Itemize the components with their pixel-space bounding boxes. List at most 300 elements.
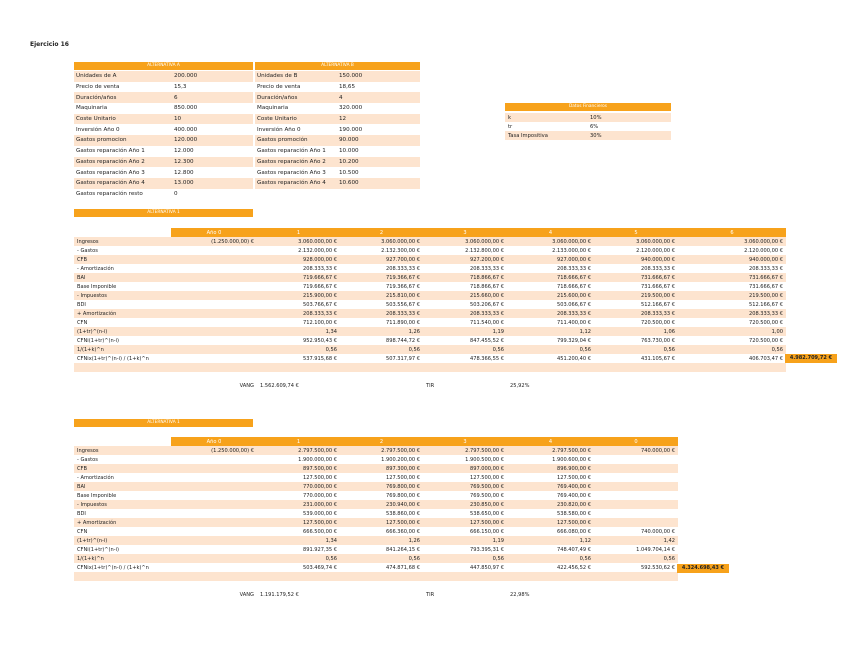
financial-header: Datos Financieros [505, 103, 671, 111]
table-b-row-label: - Impuestos [74, 500, 171, 509]
financial-value: 10% [587, 113, 671, 122]
table-b-header-cell: 1 [257, 437, 340, 446]
table-a-cell: 512.166,67 € [678, 300, 786, 309]
table-a-cell: 718.866,67 € [423, 273, 507, 282]
table-b-cell: 897.300,00 € [340, 464, 423, 473]
table-a-cell: 406.703,47 € [678, 354, 786, 363]
table-b-row-label: BAI [74, 482, 171, 491]
table-b-cell [594, 509, 678, 518]
alt-a-header: ALTERNATIVA A [74, 62, 253, 70]
table-a-cell: 731.666,67 € [678, 282, 786, 291]
table-b-cell: 127.500,00 € [257, 518, 340, 527]
table-b-cell: 841.264,15 € [340, 545, 423, 554]
table-b-cell: 769.500,00 € [423, 491, 507, 500]
table-b-cell: 891.927,35 € [257, 545, 340, 554]
table-a-row [74, 264, 786, 273]
table-a-cell [171, 264, 257, 273]
table-a-cell: 208.333,33 € [257, 309, 340, 318]
table-b-header-row [74, 437, 678, 446]
alt-b-row [255, 82, 420, 93]
table-b-cell: 1,42 [594, 536, 678, 545]
table-a-cell: 3.060.000,00 € [594, 237, 678, 246]
table-b-cell: 127.500,00 € [423, 518, 507, 527]
table-a-cell: 731.666,67 € [594, 273, 678, 282]
table-a-cell: 718.666,67 € [507, 273, 594, 282]
alt-a-label: Gastos promocion [74, 135, 172, 146]
table-a-blank-row [74, 372, 786, 381]
table-a-cell [171, 273, 257, 282]
table-b-row-label: CFNix(1+tr)^(n-i) / (1+k)^n [74, 563, 171, 572]
table-b-cell [171, 581, 257, 590]
cashflow-table-b [74, 437, 678, 599]
alt-b-value: 4 [337, 92, 420, 103]
table-a-cell: 208.333,33 € [340, 264, 423, 273]
table-b-highlight: 4.324.698,43 € [677, 564, 729, 573]
alt-b-label: Gastos promoción [255, 135, 337, 146]
table-a-row-label: Base Imponible [74, 282, 171, 291]
table-a-row-label: CFNi(1+tr)^(n-i) [74, 336, 171, 345]
table-a-row-label: CFN [74, 318, 171, 327]
alt-b-label: Duración/años [255, 92, 337, 103]
table-b-cell [594, 455, 678, 464]
alt-a-value: 12.800 [172, 167, 253, 178]
alt-a-row [74, 82, 253, 93]
table-a-cell: 215.660,00 € [423, 291, 507, 300]
table-a-cell: 0,56 [340, 345, 423, 354]
table-a-cell: 711.400,00 € [507, 318, 594, 327]
table-a-cell: 711.540,00 € [423, 318, 507, 327]
table-a-cell: 1,26 [340, 327, 423, 336]
table-a-cell [340, 363, 423, 372]
table-a-cell: 1,12 [507, 327, 594, 336]
table-b-cell: 230.940,00 € [340, 500, 423, 509]
alt-b-row [255, 178, 420, 189]
table-b-row [74, 491, 678, 500]
alt-b-label: Gastos reparación Año 3 [255, 167, 337, 178]
alt-b-value: 10.500 [337, 167, 420, 178]
table-b-row [74, 518, 678, 527]
alt-a-label: Gastos reparación resto [74, 189, 172, 200]
table-a-cell: 219.500,00 € [594, 291, 678, 300]
table-b-cell: 770.000,00 € [257, 482, 340, 491]
financial-row [505, 131, 671, 140]
table-a-cell [678, 381, 786, 390]
table-a-header-cell: Año 0 [171, 228, 257, 237]
table-b-cell: 1.049.704,14 € [594, 545, 678, 554]
table-a-row-label: Ingresos [74, 237, 171, 246]
alt-a-value: 0 [172, 189, 253, 200]
alt-b-label: Maquinaria [255, 103, 337, 114]
table-b-cell [171, 572, 257, 581]
table-b-cell: 474.871,68 € [340, 563, 423, 572]
table-b-row-label: Ingresos [74, 446, 171, 455]
table-b-cell [74, 581, 171, 590]
table-a-cell: 928.000,00 € [257, 255, 340, 264]
table-a-cell: 451.200,40 € [507, 354, 594, 363]
table-b-cell: 1,34 [257, 536, 340, 545]
table-a-cell: 507.317,97 € [340, 354, 423, 363]
table-a-cell: 215.600,00 € [507, 291, 594, 300]
table-b-row [74, 446, 678, 455]
table-a-cell [678, 372, 786, 381]
table-a-header-cell: 4 [507, 228, 594, 237]
table-b-cell [594, 581, 678, 590]
table-b-cell: 1.900.200,00 € [340, 455, 423, 464]
table-b-van-value: 1.191.179,52 € [257, 590, 340, 599]
table-a-cell: 2.132.300,00 € [340, 246, 423, 255]
table-b-cell [594, 500, 678, 509]
alt-a-label: Gastos reparación Año 1 [74, 146, 172, 157]
table-b-cell [171, 491, 257, 500]
table-b-row-label: CFB [74, 464, 171, 473]
table-a-cell: 720.500,00 € [678, 318, 786, 327]
alt-a-label: Gastos reparación Año 3 [74, 167, 172, 178]
alt-b-row [255, 92, 420, 103]
table-b-cell: 770.000,00 € [257, 491, 340, 500]
table-b-cell: 769.400,00 € [507, 491, 594, 500]
alt-a-label: Gastos reparación Año 4 [74, 178, 172, 189]
alt-a-value: 6 [172, 92, 253, 103]
table-b-cell: 748.407,49 € [507, 545, 594, 554]
table-b-cell: 503.469,74 € [257, 563, 340, 572]
alt-a-value: 850.000 [172, 103, 253, 114]
table-a-cell [507, 372, 594, 381]
table-b-cell [423, 581, 507, 590]
alt-a-row [74, 178, 253, 189]
table-b-cell [594, 473, 678, 482]
table-a-cell: 478.366,55 € [423, 354, 507, 363]
alt-b-value: 320.000 [337, 103, 420, 114]
table-b-cell [171, 509, 257, 518]
table-a-cell: 215.810,00 € [340, 291, 423, 300]
table-a-cell: 847.455,52 € [423, 336, 507, 345]
table-a-cell [594, 363, 678, 372]
table-a-row [74, 336, 786, 345]
alt-a-row [74, 189, 253, 200]
financial-value: 30% [587, 131, 671, 140]
alt-b-label: Precio de venta [255, 82, 337, 93]
table-a-cell [340, 372, 423, 381]
alt-b-value: 150.000 [337, 71, 420, 82]
table-a-cell: 3.060.000,00 € [340, 237, 423, 246]
table-b-header-cell: Año 0 [171, 437, 257, 446]
table-b-blank-row [74, 572, 678, 581]
table-a-cell: 719.366,67 € [340, 282, 423, 291]
table-a-row [74, 237, 786, 246]
table-b-cell [594, 464, 678, 473]
table-a-row-label: BDI [74, 300, 171, 309]
table-a-row-label: - Impuestos [74, 291, 171, 300]
table-a-cell [171, 354, 257, 363]
table-b-cell [594, 518, 678, 527]
alt-a-row [74, 135, 253, 146]
table-b-cell [171, 464, 257, 473]
table-b-van-label: VANG [171, 590, 257, 599]
table-a-cell: 927.000,00 € [507, 255, 594, 264]
table-b-cell: 230.850,00 € [423, 500, 507, 509]
table-a-cell [171, 255, 257, 264]
table-a-cell: 0,56 [423, 345, 507, 354]
table-b-summary-row [74, 590, 678, 599]
table-a-cell: 503.066,67 € [507, 300, 594, 309]
table-b-tir-label: TIR [423, 590, 507, 599]
alt-b-row [255, 135, 420, 146]
table-a-header-cell: 3 [423, 228, 507, 237]
alt-a-value: 15,3 [172, 82, 253, 93]
table-a-row [74, 345, 786, 354]
table-b-cell: 127.500,00 € [507, 518, 594, 527]
table-b-cell: 127.500,00 € [257, 473, 340, 482]
table-a-row [74, 300, 786, 309]
table-b-cell: 769.400,00 € [507, 482, 594, 491]
table-b-cell: 127.500,00 € [507, 473, 594, 482]
table-b-cell [340, 590, 423, 599]
table-a-cell: 2.133.000,00 € [507, 246, 594, 255]
table-b-tir-value: 22,98% [507, 590, 594, 599]
table-a-cell [594, 372, 678, 381]
table-a-row-label: BAI [74, 273, 171, 282]
table-b-cell: 666.360,00 € [340, 527, 423, 536]
alt-b-label: Gastos reparación Año 4 [255, 178, 337, 189]
alt-a-label: Coste Unitario [74, 114, 172, 125]
table-b-cell: 740.000,00 € [594, 446, 678, 455]
table-b-cell [171, 473, 257, 482]
table-a-cell: 927.200,00 € [423, 255, 507, 264]
table-a-cell [340, 381, 423, 390]
alt-a-value: 12.000 [172, 146, 253, 157]
alt-b-row [255, 103, 420, 114]
table-b-cell: 666.150,00 € [423, 527, 507, 536]
table-b-cell: (1.250.000,00) € [171, 446, 257, 455]
table-a-cell: 3.060.000,00 € [423, 237, 507, 246]
table-a-row [74, 318, 786, 327]
table-a-cell: 208.333,33 € [507, 264, 594, 273]
table-a-cell: 1,34 [257, 327, 340, 336]
table-a-cell: 0,56 [594, 345, 678, 354]
table-b-blank-row [74, 581, 678, 590]
table-a-cell: 208.333,33 € [678, 264, 786, 273]
table-b-cell [257, 581, 340, 590]
table-b-row-label: Base Imponible [74, 491, 171, 500]
table-a-row [74, 282, 786, 291]
table-b-cell [171, 536, 257, 545]
table-a-cell: 720.500,00 € [594, 318, 678, 327]
table-a-cell: 719.666,67 € [257, 273, 340, 282]
table-a-cell: 898.744,72 € [340, 336, 423, 345]
table-a-cell: 720.500,00 € [678, 336, 786, 345]
table-a-cell: 503.206,67 € [423, 300, 507, 309]
alt-a-label: Gastos reparación Año 2 [74, 157, 172, 168]
table-a-label: ALTERNATIVA 1 [74, 209, 253, 217]
table-a-cell: 208.333,33 € [257, 264, 340, 273]
table-b-cell: 127.500,00 € [340, 518, 423, 527]
table-b-cell: 1,12 [507, 536, 594, 545]
alt-b-label: Gastos reparación Año 2 [255, 157, 337, 168]
table-a-cell: 208.333,33 € [594, 264, 678, 273]
table-a-row-label: CFNix(1+tr)^(n-i) / (1+k)^n [74, 354, 171, 363]
table-a-cell [171, 300, 257, 309]
table-b-cell: 666.080,00 € [507, 527, 594, 536]
table-b-cell: 1,19 [423, 536, 507, 545]
alt-b-value: 10.600 [337, 178, 420, 189]
table-a-cell: 1,06 [594, 327, 678, 336]
table-a-cell [257, 372, 340, 381]
alt-a-label: Precio de venta [74, 82, 172, 93]
alt-a-row [74, 146, 253, 157]
alt-a-table [74, 71, 253, 199]
table-a-cell [507, 363, 594, 372]
table-b-cell [257, 572, 340, 581]
table-a-cell: 208.333,33 € [340, 309, 423, 318]
table-b-cell: 230.820,00 € [507, 500, 594, 509]
table-a-van-value: 1.562.609,74 € [257, 381, 340, 390]
table-b-header-cell: 0 [594, 437, 678, 446]
table-b-cell: 0,56 [423, 554, 507, 563]
table-a-row [74, 309, 786, 318]
table-b-cell [171, 545, 257, 554]
alt-b-value: 90.000 [337, 135, 420, 146]
table-b-row-label: CFN [74, 527, 171, 536]
table-a-cell: 0,56 [257, 345, 340, 354]
alt-b-value: 10.200 [337, 157, 420, 168]
table-a-cell: 731.666,67 € [678, 273, 786, 282]
table-b-cell [594, 572, 678, 581]
table-b-cell: 592.530,62 € [594, 563, 678, 572]
table-b-cell: 0,56 [507, 554, 594, 563]
table-b-cell: 231.000,00 € [257, 500, 340, 509]
alt-b-row [255, 71, 420, 82]
financial-row [505, 113, 671, 122]
table-a-cell: 215.900,00 € [257, 291, 340, 300]
alt-b-row [255, 124, 420, 135]
alt-a-row [74, 124, 253, 135]
table-a-row-label: - Amortización [74, 264, 171, 273]
table-b-cell [594, 482, 678, 491]
table-b-header-cell: 4 [507, 437, 594, 446]
table-a-row [74, 273, 786, 282]
table-a-cell [171, 309, 257, 318]
table-a-cell [74, 363, 171, 372]
table-a-row [74, 327, 786, 336]
table-b-cell: 0,56 [340, 554, 423, 563]
table-b-cell: 1,26 [340, 536, 423, 545]
table-a-cell: 927.700,00 € [340, 255, 423, 264]
table-a-cell: (1.250.000,00) € [171, 237, 257, 246]
table-a-cell: 712.100,00 € [257, 318, 340, 327]
table-a-cell [171, 318, 257, 327]
table-a-cell: 718.866,67 € [423, 282, 507, 291]
table-b-header-cell: 2 [340, 437, 423, 446]
table-b-cell: 769.800,00 € [340, 491, 423, 500]
table-a-cell [594, 381, 678, 390]
table-a-cell: 1,00 [678, 327, 786, 336]
table-b-row [74, 482, 678, 491]
table-a-cell [171, 327, 257, 336]
alt-b-row [255, 167, 420, 178]
table-b-row [74, 509, 678, 518]
alt-b-value: 10.000 [337, 146, 420, 157]
table-a-row-label: - Gastos [74, 246, 171, 255]
alt-a-row [74, 167, 253, 178]
table-b-cell [423, 572, 507, 581]
table-b-cell: 538.580,00 € [507, 509, 594, 518]
alt-b-value: 18,65 [337, 82, 420, 93]
table-b-row-label: - Gastos [74, 455, 171, 464]
table-b-cell [340, 581, 423, 590]
table-a-cell: 719.366,67 € [340, 273, 423, 282]
table-b-cell: 422.456,52 € [507, 563, 594, 572]
table-b-row-label: CFNi(1+tr)^(n-i) [74, 545, 171, 554]
table-b-cell [171, 554, 257, 563]
table-a-row-label: (1+tr)^(n-i) [74, 327, 171, 336]
alt-b-row [255, 114, 420, 125]
table-b-cell [594, 590, 678, 599]
cashflow-table-a [74, 228, 786, 390]
table-a-cell: 731.666,67 € [594, 282, 678, 291]
table-b-cell: 127.500,00 € [423, 473, 507, 482]
alt-a-label: Maquinaria [74, 103, 172, 114]
table-b-row-label: BDI [74, 509, 171, 518]
table-b-cell: 897.500,00 € [257, 464, 340, 473]
table-a-highlight: 4.982.709,72 € [785, 354, 837, 363]
alt-a-value: 13.000 [172, 178, 253, 189]
alt-a-value: 12.300 [172, 157, 253, 168]
table-b-cell: 538.650,00 € [423, 509, 507, 518]
table-a-cell [171, 336, 257, 345]
table-b-cell: 447.850,97 € [423, 563, 507, 572]
alt-a-label: Inversión Año 0 [74, 124, 172, 135]
table-b-cell: 769.800,00 € [340, 482, 423, 491]
table-a-row-label: CFB [74, 255, 171, 264]
financial-value: 6% [587, 122, 671, 131]
table-b-row [74, 527, 678, 536]
table-a-row [74, 354, 786, 363]
financial-table [505, 113, 671, 140]
table-a-cell: 512.166,67 € [594, 300, 678, 309]
alt-a-row [74, 157, 253, 168]
table-b-cell: 740.000,00 € [594, 527, 678, 536]
table-b-cell: 0,56 [257, 554, 340, 563]
table-a-cell [74, 372, 171, 381]
table-a-tir-value: 25,92% [507, 381, 594, 390]
table-a-cell [423, 372, 507, 381]
alt-b-label: Gastos reparación Año 1 [255, 146, 337, 157]
table-b-cell [74, 590, 171, 599]
table-a-summary-row [74, 381, 786, 390]
alt-a-row [74, 92, 253, 103]
table-a-header-cell: 2 [340, 228, 423, 237]
table-b-row [74, 563, 678, 572]
table-a-cell: 2.132.800,00 € [423, 246, 507, 255]
alt-b-label: Coste Unitario [255, 114, 337, 125]
table-b-cell: 2.797.500,00 € [257, 446, 340, 455]
table-b-cell: 2.797.500,00 € [507, 446, 594, 455]
table-a-cell: 2.120.000,00 € [678, 246, 786, 255]
table-b-cell: 793.395,31 € [423, 545, 507, 554]
table-b-cell: 769.500,00 € [423, 482, 507, 491]
table-b-cell: 896.900,00 € [507, 464, 594, 473]
table-a-cell: 1,19 [423, 327, 507, 336]
table-a-cell: 940.000,00 € [678, 255, 786, 264]
table-b-cell [171, 482, 257, 491]
table-b-row [74, 455, 678, 464]
table-a-cell: 3.060.000,00 € [257, 237, 340, 246]
financial-label: k [505, 113, 587, 122]
table-a-cell: 219.500,00 € [678, 291, 786, 300]
table-a-cell: 2.132.000,00 € [257, 246, 340, 255]
alt-a-value: 400.000 [172, 124, 253, 135]
alt-b-value: 12 [337, 114, 420, 125]
